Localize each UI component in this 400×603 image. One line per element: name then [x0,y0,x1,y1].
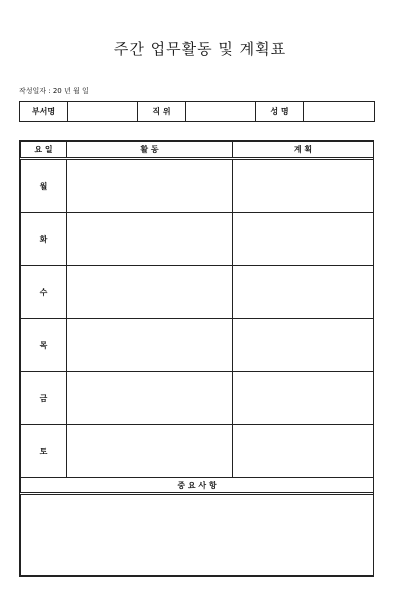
activity-cell[interactable] [67,213,233,266]
day-row-mon [21,159,374,213]
notes-header: 중 요 사 항 [21,478,374,494]
department-label: 부서명 [20,102,68,122]
day-row-wed [21,266,374,319]
plan-cell[interactable] [233,266,374,319]
info-table [19,101,375,122]
plan-cell[interactable] [233,159,374,213]
day-label: 금 [21,372,67,425]
header-day: 요 일 [21,142,67,159]
department-field[interactable] [68,102,138,122]
activity-cell[interactable] [67,372,233,425]
day-label: 월 [21,159,67,213]
day-row-fri [21,372,374,425]
day-row-tue [21,213,374,266]
day-label: 목 [21,319,67,372]
header-plan: 계 획 [233,142,374,159]
activity-cell[interactable] [67,319,233,372]
day-label: 화 [21,213,67,266]
position-field[interactable] [186,102,256,122]
activity-cell[interactable] [67,425,233,478]
day-label: 토 [21,425,67,478]
name-label: 성 명 [256,102,304,122]
date-line: 작성일자 : 20 년 월 일 [19,87,89,95]
weekly-table [19,140,374,577]
activity-cell[interactable] [67,159,233,213]
plan-cell[interactable] [233,319,374,372]
name-field[interactable] [304,102,375,122]
header-activity: 활 동 [67,142,233,159]
day-label: 수 [21,266,67,319]
plan-cell[interactable] [233,372,374,425]
plan-cell[interactable] [233,213,374,266]
position-label: 직 위 [138,102,186,122]
notes-cell[interactable] [21,494,374,576]
day-row-thu [21,319,374,372]
page-title: 주간 업무활동 및 계획표 [113,40,287,58]
activity-cell[interactable] [67,266,233,319]
day-row-sat [21,425,374,478]
plan-cell[interactable] [233,425,374,478]
